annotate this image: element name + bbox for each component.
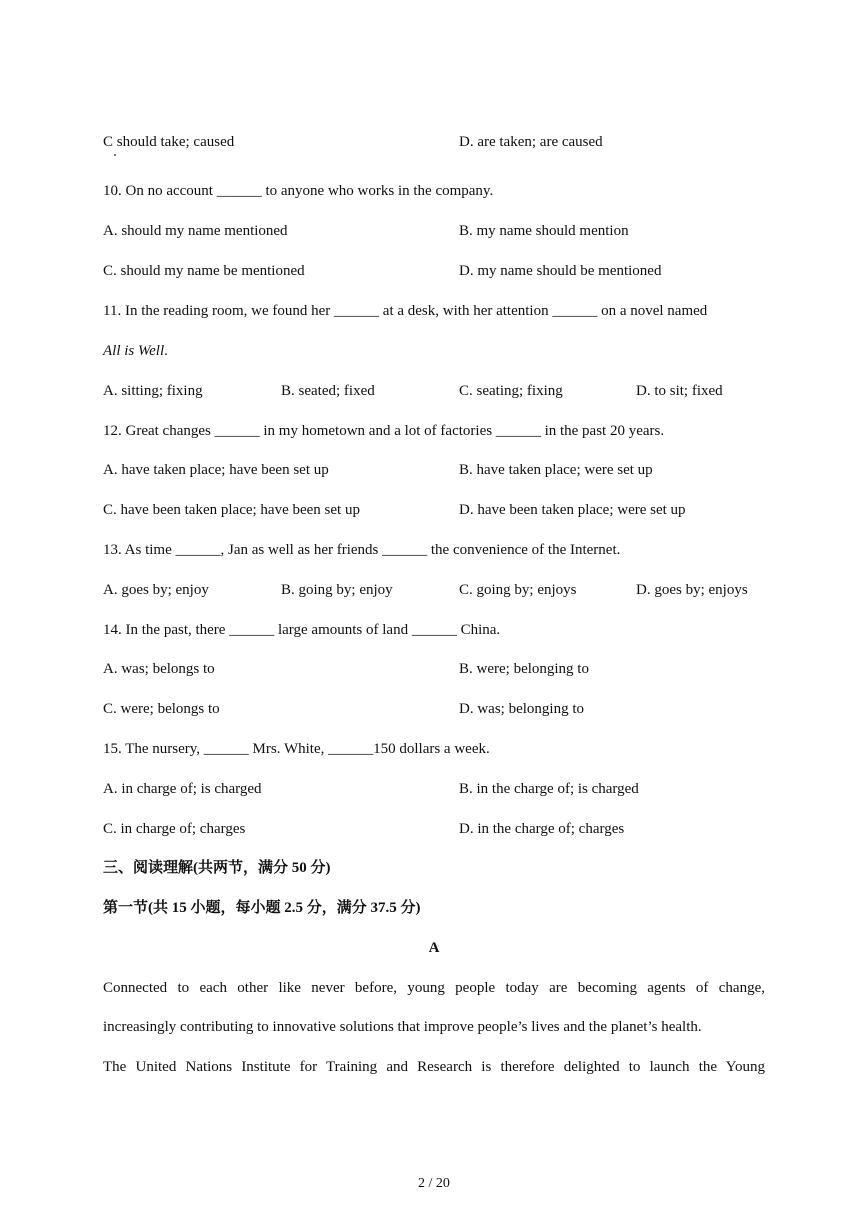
- q13-option-a: A. goes by; enjoy: [103, 582, 209, 598]
- q13-stem: 13. As time ______, Jan as well as her friends ______ the convenience of the Internet.: [103, 542, 621, 558]
- q10-option-d: D. my name should be mentioned: [459, 263, 662, 279]
- q12-option-c: C. have been taken place; have been set up: [103, 502, 360, 518]
- q12-option-d: D. have been taken place; were set up: [459, 502, 686, 518]
- stray-mark: [114, 154, 116, 156]
- q15-stem: 15. The nursery, ______ Mrs. White, ______150 dollars a week.: [103, 741, 490, 757]
- passage-label: A: [428, 940, 440, 956]
- novel-title: All is Well: [103, 343, 165, 359]
- q14-option-d: D. was; belonging to: [459, 701, 584, 717]
- q11-stem-continued: All is Well.: [103, 343, 168, 359]
- passage-line-2: increasingly contributing to innovative solutions that improve people’s lives and the planet’s health.: [103, 1019, 702, 1035]
- section-heading: 三、阅读理解(共两节，满分 50 分): [103, 860, 331, 876]
- q12-option-a: A. have taken place; have been set up: [103, 462, 329, 478]
- q15-option-c: C. in charge of; charges: [103, 821, 246, 837]
- q14-option-b: B. were; belonging to: [459, 661, 589, 677]
- q12-option-b: B. have taken place; were set up: [459, 462, 653, 478]
- q14-option-c: C. were; belongs to: [103, 701, 220, 717]
- q9-option-d: D. are taken; are caused: [459, 134, 603, 150]
- q11-option-a: A. sitting; fixing: [103, 383, 203, 399]
- q12-stem: 12. Great changes ______ in my hometown and a lot of factories ______ in the past 20 years.: [103, 423, 665, 439]
- q10-option-b: B. my name should mention: [459, 223, 629, 239]
- q11-option-b: B. seated; fixed: [281, 383, 375, 399]
- q15-option-b: B. in the charge of; is charged: [459, 781, 639, 797]
- q13-option-d: D. goes by; enjoys: [636, 582, 748, 598]
- part-heading: 第一节(共 15 小题，每小题 2.5 分，满分 37.5 分): [103, 900, 421, 916]
- passage-line-1: Connected to each other like never before, young people today are becoming agents of change,: [103, 980, 765, 996]
- q15-option-a: A. in charge of; is charged: [103, 781, 262, 797]
- q10-stem: 10. On no account ______ to anyone who works in the company.: [103, 183, 494, 199]
- q13-option-c: C. going by; enjoys: [459, 582, 577, 598]
- q11-stem: 11. In the reading room, we found her ______ at a desk, with her attention ______ on a novel named: [103, 303, 708, 319]
- q9-option-c: C should take; caused: [103, 134, 235, 150]
- q13-option-b: B. going by; enjoy: [281, 582, 393, 598]
- q11-option-c: C. seating; fixing: [459, 383, 563, 399]
- passage-line-3: The United Nations Institute for Training and Research is therefore delighted to launch the Young: [103, 1059, 765, 1075]
- q14-option-a: A. was; belongs to: [103, 661, 215, 677]
- page-number: 2 / 20: [418, 1176, 450, 1191]
- q10-option-c: C. should my name be mentioned: [103, 263, 305, 279]
- q14-stem: 14. In the past, there ______ large amounts of land ______ China.: [103, 622, 501, 638]
- q10-option-a: A. should my name mentioned: [103, 223, 288, 239]
- q15-option-d: D. in the charge of; charges: [459, 821, 625, 837]
- q11-option-d: D. to sit; fixed: [636, 383, 723, 399]
